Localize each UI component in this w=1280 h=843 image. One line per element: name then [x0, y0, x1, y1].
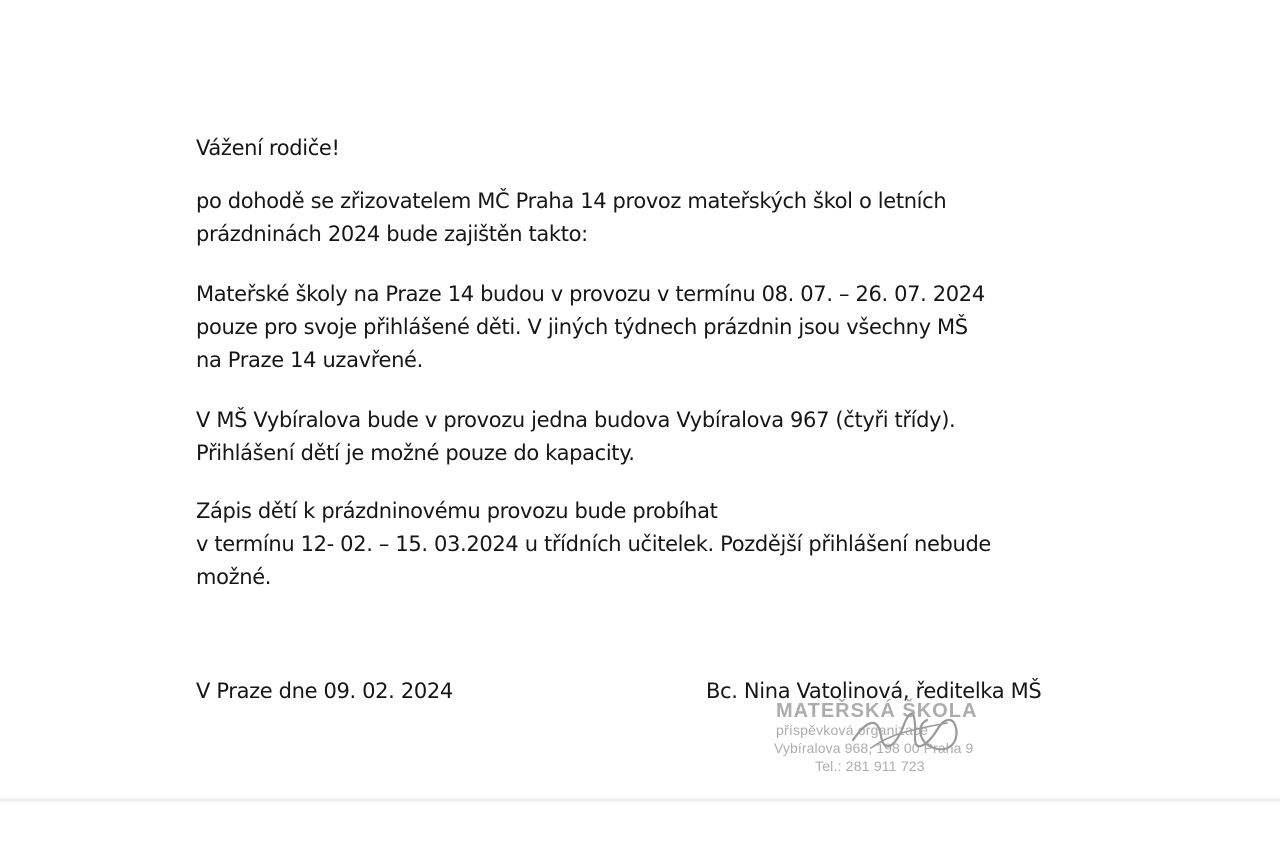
stamp-line-2: Vybíralova 968, 198 00 Praha 9 — [774, 740, 974, 756]
stamp-line-1: příspěvková organizace — [776, 722, 929, 738]
paragraph-1 — [196, 185, 946, 251]
paragraph-3-line-2: Přihlášení dětí je možné pouze do kapacity. — [196, 441, 635, 465]
paragraph-1-line-1: po dohodě se zřizovatelem MČ Praha 14 provoz mateřských škol o letních — [196, 189, 947, 213]
paragraph-4-line-1: Zápis dětí k prázdninovému provozu bude probíhat — [196, 499, 718, 523]
date-line: V Praze dne 09. 02. 2024 — [196, 679, 453, 703]
scan-edge-line — [0, 797, 1280, 803]
paragraph-1-line-2: prázdninách 2024 bude zajištěn takto: — [196, 222, 588, 246]
signature-name-line: Bc. Nina Vatolinová, ředitelka MŠ — [706, 679, 1042, 703]
paragraph-3-line-1: V MŠ Vybíralova bude v provozu jedna budova Vybíralova 967 (čtyři třídy). — [196, 408, 956, 432]
paragraph-2-line-2: pouze pro svoje přihlášené děti. V jiných týdnech prázdnin jsou všechny MŠ — [196, 315, 968, 339]
paragraph-2-line-1: Mateřské školy na Praze 14 budou v provozu v termínu 08. 07. – 26. 07. 2024 — [196, 282, 985, 306]
paragraph-4 — [196, 495, 991, 594]
paragraph-2 — [196, 278, 985, 377]
handwritten-signature-icon — [845, 702, 965, 762]
paragraph-4-line-2: v termínu 12- 02. – 15. 03.2024 u třídních učitelek. Pozdější přihlášení nebude — [196, 532, 992, 556]
stamp-title: MATEŘSKÁ ŠKOLA — [776, 700, 978, 722]
paragraph-3 — [196, 404, 955, 470]
stamp-line-3: Tel.: 281 911 723 — [815, 758, 925, 774]
greeting-line: Vážení rodiče! — [196, 136, 340, 160]
paragraph-2-line-3: na Praze 14 uzavřené. — [196, 348, 423, 372]
paragraph-4-line-3: možné. — [196, 565, 272, 589]
